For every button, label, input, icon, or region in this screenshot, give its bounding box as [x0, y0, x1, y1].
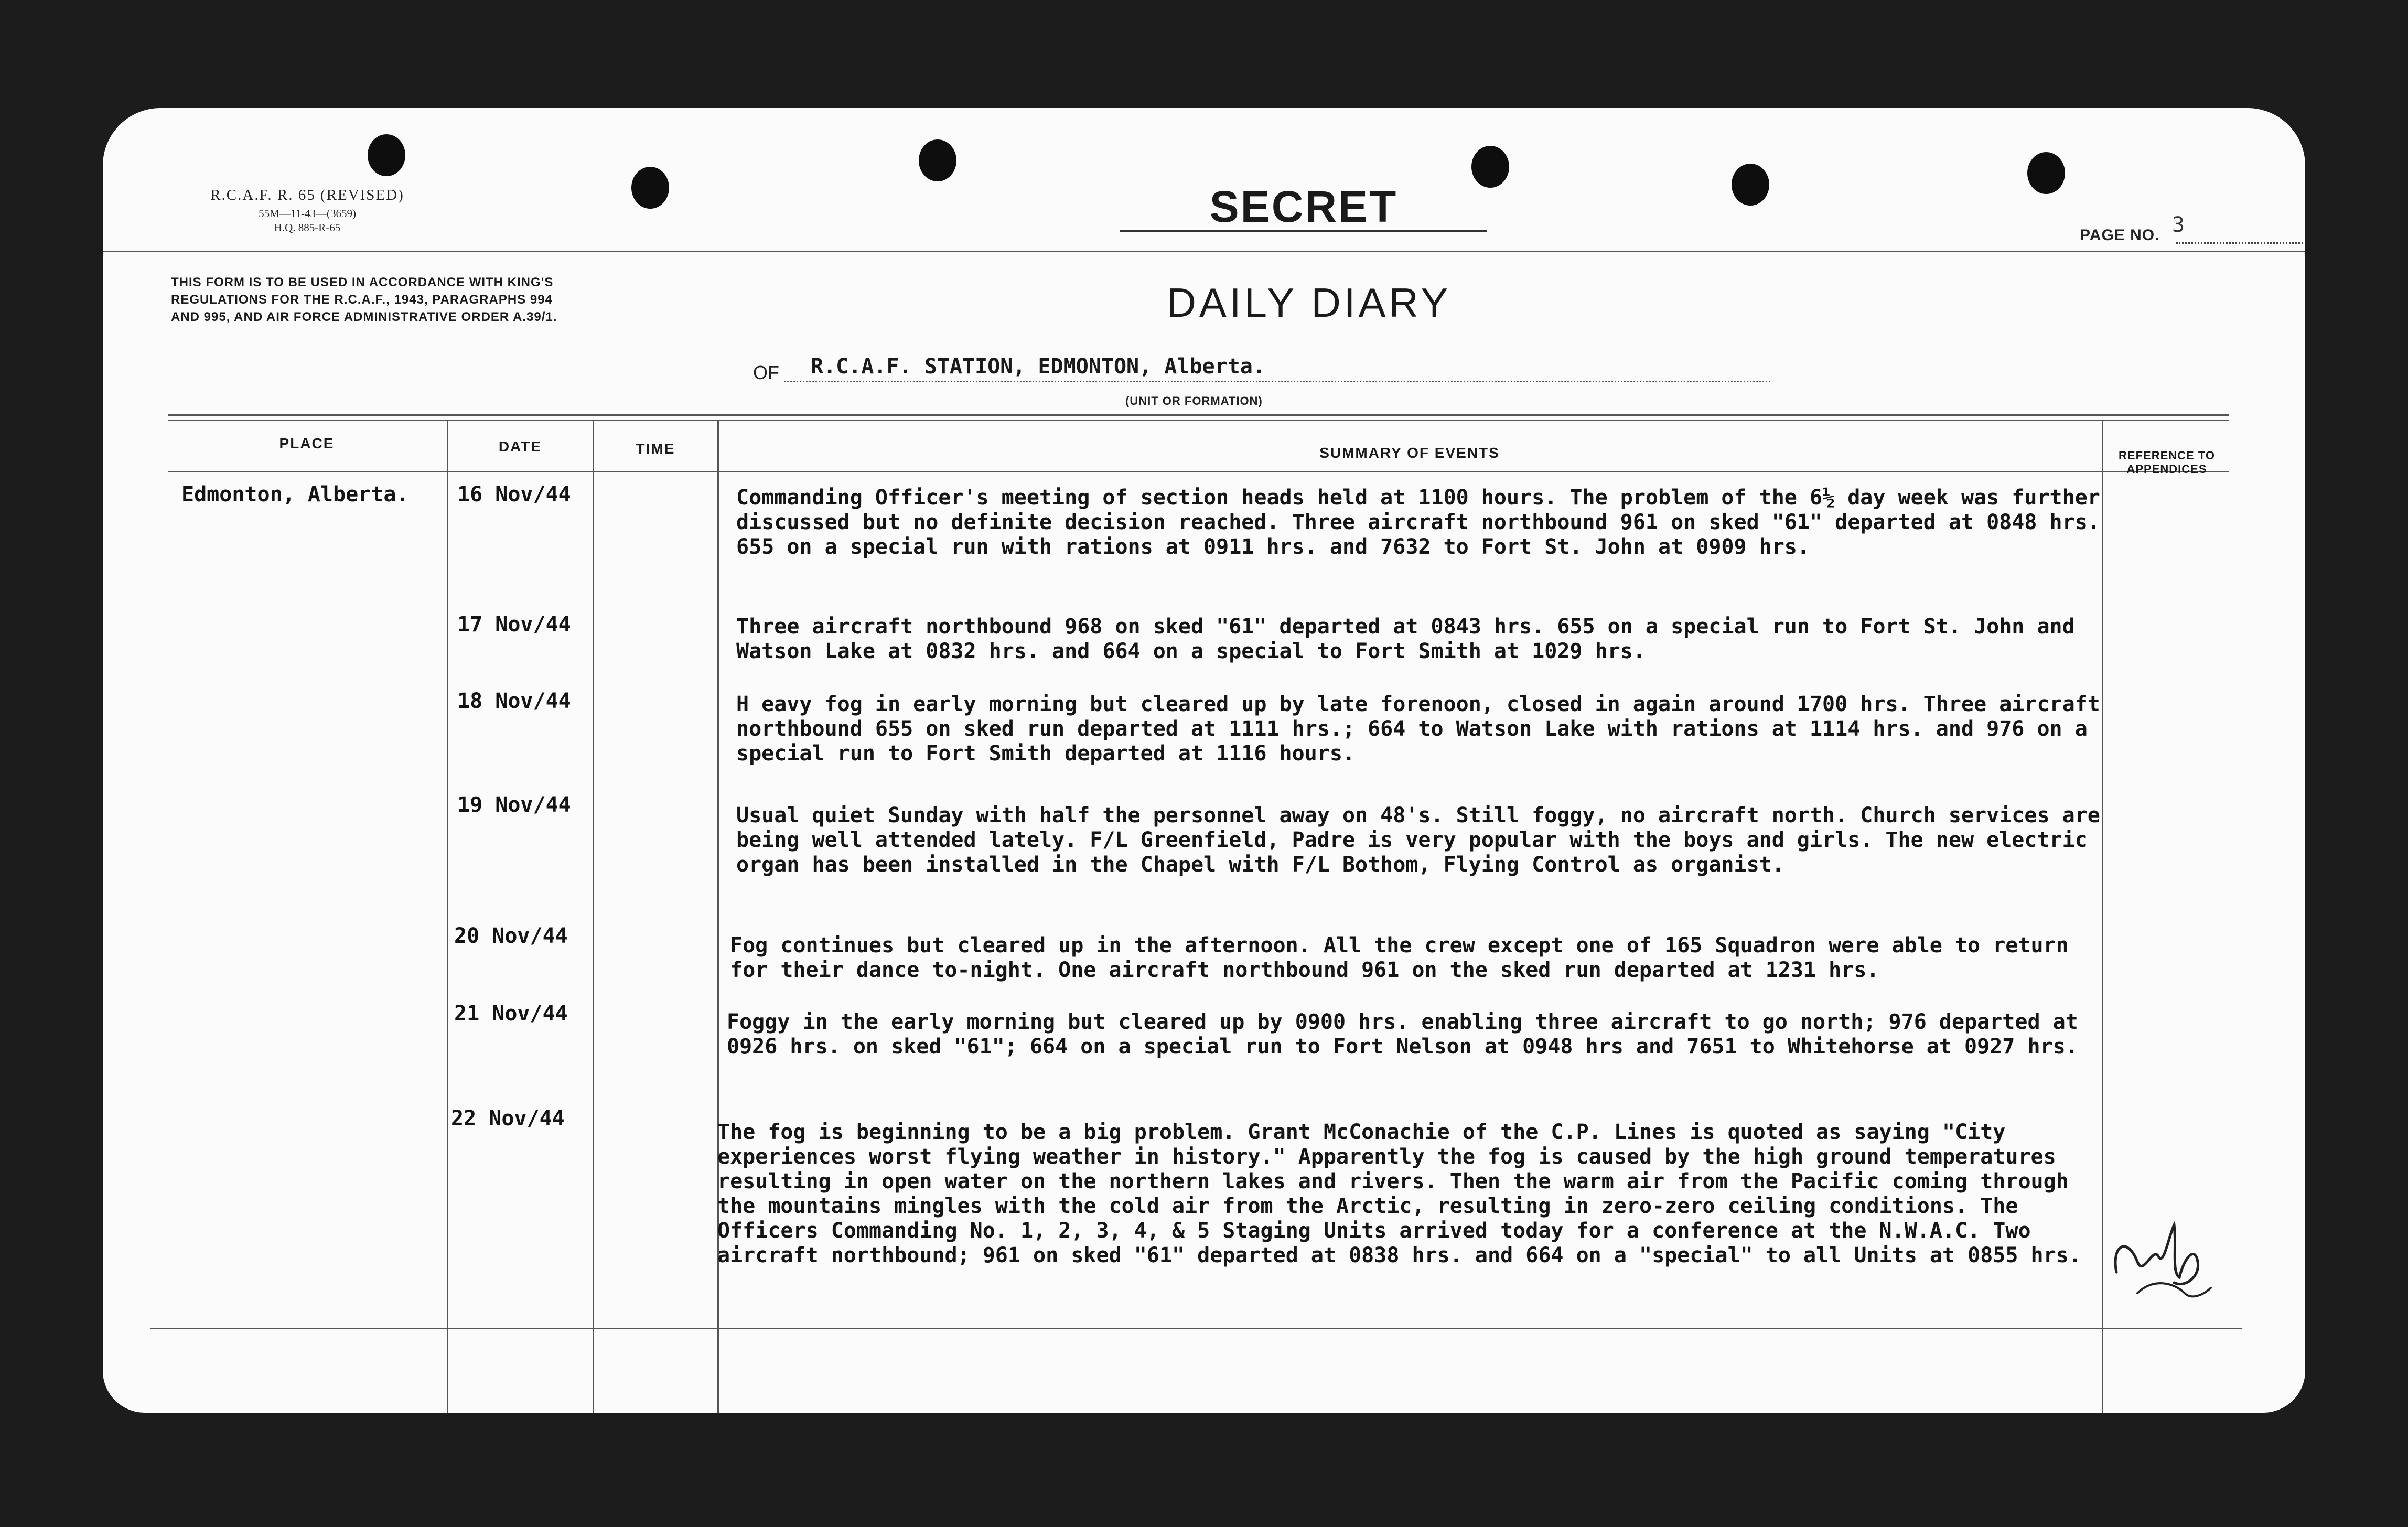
column-header-reference: REFERENCE TO APPENDICES [2119, 449, 2215, 476]
entry-date: 18 Nov/44 [457, 689, 571, 713]
punch-hole [631, 167, 669, 209]
table-top-rule [168, 414, 2229, 416]
entry-text: Foggy in the early morning but cleared up by 0900 hrs. enabling three aircraft to go north; 976 departed at 0926 hrs. on sked "61"; 664 on a special run to Fort Nelson at 0948 hrs and 7651 to Whitehorse at 0927 hrs. [727, 1010, 2078, 1059]
unit-prefix: OF [753, 362, 779, 383]
initials-signature [2106, 1214, 2221, 1319]
page-number-line [2176, 242, 2305, 244]
punch-hole [919, 139, 956, 181]
entry-date: 20 Nov/44 [454, 924, 568, 948]
column-header-summary: SUMMARY OF EVENTS [1319, 445, 1500, 461]
entry-date: 19 Nov/44 [457, 793, 571, 817]
entry-text: Usual quiet Sunday with half the personnel away on 48's. Still foggy, no aircraft north. Church services are being well attended lately. F/L Greenfield, Padre is very popular with the boys and girls. The new electric organ has been installed in the Chapel with F/L Bothom, Flying Control as organist. [736, 803, 2100, 877]
entry-text: Commanding Officer's meeting of section heads held at 1100 hours. The problem of the 6½ day week was further discussed but no definite decision reached. Three aircraft northbound 961 on sked "61" departed at 0848 hrs. 655 on a special run with rations at 0911 hrs. and 7632 to Fort St. John at 0909 hrs. [736, 486, 2100, 559]
form-number: R.C.A.F. R. 65 (REVISED) [210, 187, 404, 203]
entry-text: Fog continues but cleared up in the afternoon. All the crew except one of 165 Squadron were able to return for their dance to-night. One aircraft northbound 961 on the sked run departed at 1231 hrs. [730, 933, 2069, 982]
entry-text: H eavy fog in early morning but cleared up by late forenoon, closed in again around 1700 hrs. Three aircraft northbound 655 on sked run departed at 1111 hrs.; 664 to Watson Lake with rations at 1114 hrs. and 976 on a special run to Fort Smith departed at 1116 hours. [736, 692, 2100, 766]
header-rule [103, 251, 2305, 252]
entry-date: 22 Nov/44 [451, 1106, 565, 1131]
unit-name: R.C.A.F. STATION, EDMONTON, Alberta. [811, 354, 1265, 379]
form-print-code: 55M—11-43—(3659) [259, 207, 356, 220]
entry-date: 16 Nov/44 [457, 482, 571, 507]
page-number-label: PAGE NO. [2080, 227, 2160, 244]
table-top-rule-2 [168, 420, 2229, 421]
column-divider [593, 420, 594, 1413]
table-bottom-rule [150, 1328, 2242, 1329]
entry-text: Three aircraft northbound 968 on sked "61" departed at 0843 hrs. 655 on a special run to Fort St. John and Watson Lake at 0832 hrs. and 664 on a special to Fort Smith at 1029 hrs. [736, 615, 2075, 663]
form-number-block [187, 187, 428, 234]
page-number-value: 3 [2172, 213, 2185, 237]
form-hq-ref: H.Q. 885-R-65 [274, 221, 341, 234]
place-value: Edmonton, Alberta. [181, 482, 409, 507]
unit-line [784, 381, 1770, 382]
column-divider [447, 420, 448, 1413]
classification-underline [1120, 230, 1487, 232]
unit-caption: (UNIT OR FORMATION) [1125, 394, 1263, 407]
table-header-rule [168, 471, 2229, 472]
entry-text: The fog is beginning to be a big problem. Grant McConachie of the C.P. Lines is quoted as saying "City experiences worst flying weather in history." Apparently the fog is caused by the high ground temperatures resulting in open water on the northern lakes and rivers. Then the warm air from the Pacific coming through the mountains mingles with the cold air from the Arctic, resulting in zero-zero ceiling conditions. The Officers Commanding No. 1, 2, 3, 4, & 5 Staging Units arrived today for a conference at the N.W.A.C. Two aircraft northbound; 961 on sked "61" departed at 0838 hrs. and 664 on a "special" to all Units at 0855 hrs. [717, 1120, 2081, 1267]
punch-hole [368, 134, 405, 176]
punch-hole [1732, 164, 1769, 206]
entry-date: 17 Nov/44 [457, 612, 571, 637]
classification-heading: SECRET [1209, 182, 1398, 231]
regulation-notice: THIS FORM IS TO BE USED IN ACCORDANCE WITH KING'S REGULATIONS FOR THE R.C.A.F., 1943, PARAGRAPHS 994 AND 995, AND AIR FORCE ADMINISTRATIVE ORDER A.39/1. [171, 275, 557, 324]
entry-date: 21 Nov/44 [454, 1002, 568, 1026]
punch-hole [2027, 152, 2065, 194]
diary-form-card [103, 108, 2305, 1413]
column-header-date: DATE [498, 438, 542, 455]
column-divider [2102, 420, 2103, 1413]
form-title: DAILY DIARY [1166, 279, 1452, 326]
column-header-time: TIME [636, 440, 675, 457]
column-header-place: PLACE [279, 435, 335, 451]
